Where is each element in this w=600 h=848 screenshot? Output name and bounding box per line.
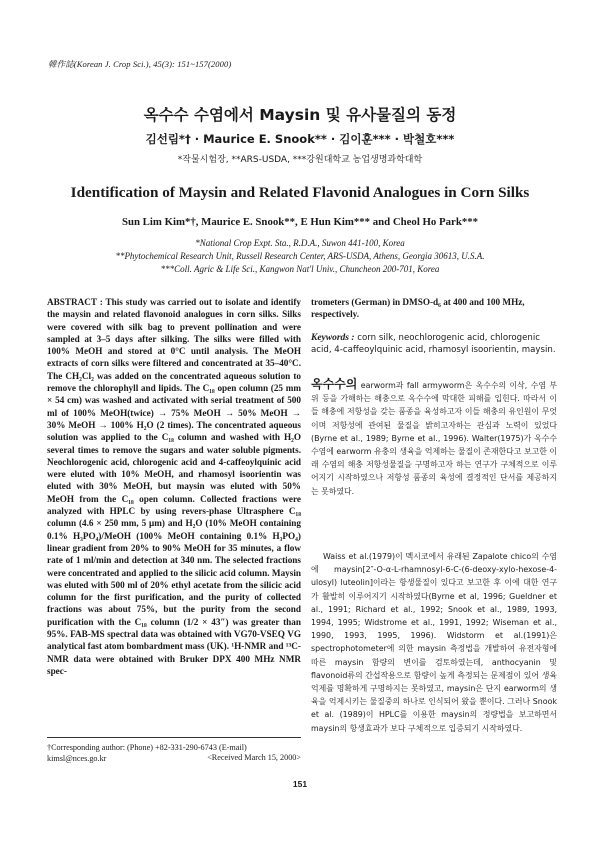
english-title: Identification of Maysin and Related Flavonid Analogues in Corn Silks: [70, 184, 530, 201]
body-paragraph-2: Waiss et al.(1979)이 멕시코에서 유래된 Zapalote chico의 수염에 maysin[2″-O-α-L-rhamnosyl-6-C-(6-deoxy-xylo-hexose-4-ulosyl) luteolin]이라는 항생물질이 있다고 보고한 후 이에 대한 연구가 활발히 이루어지기 시작하였다(Byrne et al, 1996; Gueldner et al., 1991; Richard et al., 1992; Snook et al., 1989, 1993, 1994, 1995; Widstrome et al., 1991, 1992; Wiseman et al., 1990, 1993, 1995, 1996). Widstorm et al.(1991)은 spectrophotometer에 의한 maysin 측정법을 개발하여 유전자형에 따른 maysin 함량의 변이를 검토하였는데, anthocyanin 및 flavonoid류의 간섭작용으로 함량이 높게 측정되는 문제점이 있어 생육억제를 명확하게 구명하지는 못하였고, maysin은 단지 earworm의 생육을 억제시키는 물질중의 하나로 인식되어 왔을 뿐이다. 그러나 Snook et al. (1989)이 HPLC를 이용한 maysin의 정량법을 보고하면서 maysin의 항생효과가 보다 구체적으로 입증되기 시작하였다.: [311, 552, 557, 733]
abstract-label: ABSTRACT :: [47, 297, 103, 307]
affiliation-line-2: **Phytochemical Research Unit, Russell Research Center, ARS-USDA, Athens, Georgia 30613, U.S.A.: [115, 251, 485, 261]
abstract-continuation: trometers (German) in DMSO-d₆ at 400 and 100 MHz, respectively.: [311, 297, 525, 320]
affiliation-line-1: *National Crop Expt. Sta., R.D.A., Suwon 441-100, Korea: [195, 238, 405, 248]
keywords-label: Keywords :: [311, 333, 355, 343]
abstract-text: This study was carried out to isolate and identify the maysin and related flavonoid analogues in corn silks. Silks were covered with silk bag to prevent pollination and were sampled at 3–5 days after silking. The silks were filled with 100% MeOH and stored at 0°C until analysis. The MeOH extracts of corn silks were filtered and concentrated at 35–40°C. The CH₂Cl₂ was added on the concentrated aqueous solution to remove the chlorophyll and lipids. The C₁₈ open column (25 mm × 54 cm) was washed and activated with serial treatment of 500 ml of 100% MeOH(twice) → 75% MeOH → 50% MeOH → 30% MeOH → 100% H₂O (2 times). The concentrated aqueous solution was applied to the C₁₈ column and washed with H₂O several times to remove the sugars and water soluble pigments. Neochlorogenic acid, chlorogenic acid and 4-caffeoylquinic acid were eluted with 10% MeOH, and rhamosyl isoorientin was eluted with 30% MeOH, but maysin was eluted with 50% MeOH from the C₁₈ open column. Collected fractions were analyzed with HPLC by using revers-phase Ultrasphere C₁₈ column (4.6 × 250 mm, 5 μm) and H₂O (10% MeOH containing 0.1% H₃PO₄)/MeOH (100% MeOH containing 0.1% H₃PO₄) linear gradient from 20% to 90% MeOH for 35 minutes, a flow rate of 1 ml/min and detection at 340 nm. The selected fractions were concentrated and applied to the silicic acid column. Maysin was eluted with 500 ml of 20% ethyl acetate from the silicic acid column for the first purification, and the purity of collected fractions was about 75%, but the purity from the second purification with the C₁₈ column (1/2 × 43″) was greater than 95%. FAB-MS spectral data was obtained with VG70-VSEQ VG analytical fast atom bombardment mass (UK). ¹H-NMR and ¹³C-NMR data were obtained with Bruker DPX 400 MHz NMR spec-: [47, 297, 301, 676]
korean-title: 옥수수 수염에서 Maysin 및 유사물질의 동정: [143, 106, 457, 124]
page-number: 151: [292, 779, 308, 789]
body-paragraph-1: [311, 378, 557, 498]
keywords: [311, 332, 557, 356]
received-date: <Received March 15, 2000>: [207, 753, 301, 762]
affiliation-line-3: ***Coll. Agric & Life Sci., Kangwon Nat'l Univ., Chuncheon 200-701, Korea: [160, 264, 440, 274]
paragraph-lead: 옥수수의: [311, 377, 358, 391]
korean-authors: 김선림*† · Maurice E. Snook** · 김이훈*** · 박철호***: [145, 132, 455, 146]
abstract: [47, 296, 301, 677]
paragraph-1-text: earworm과 fall armyworm은 옥수수의 이삭, 수염 부위 등을 가해하는 해충으로 옥수수에 막대한 피해를 입힌다. 따라서 이들 해충에 저항성을 갖는 품종을 육성하고자 이들 해충의 유인원이 무엇이며 저항성에 관여된 물질을 밝히고자하는 관심과 노력이 있었다(Byrne et al., 1989; Byrne et al., 1996). Walter(1975)가 옥수수 수염에 earworm 유충의 생육을 억제하는 물질이 존재한다고 보고한 이래 수염의 해충 저항성물질을 구명하고자 하는 연구가 구체적으로 이루어지기 시작하였으나 저항성 품종의 육성에 결정적인 단서를 제공하지는 못하였다.: [311, 381, 557, 496]
journal-header: 韓作誌(Korean J. Crop Sci.), 45(3): 151~157(2000): [48, 59, 232, 69]
corresponding-author-footnote: †Corresponding author: (Phone) +82-331-290-6743 (E-mail) kimsl@nces.go.kr: [47, 743, 247, 764]
english-authors: Sun Lim Kim*†, Maurice E. Snook**, E Hun Kim*** and Cheol Ho Park***: [121, 216, 479, 228]
korean-affiliations: *작물시험장, **ARS-USDA, ***강원대학교 농업생명과학대학: [177, 155, 423, 165]
keywords-text: corn silk, neochlorogenic acid, chlorogenic acid, 4-caffeoylquinic acid, rhamosyl isoorientin, maysin.: [311, 333, 556, 356]
footnote-rule: [47, 737, 301, 738]
